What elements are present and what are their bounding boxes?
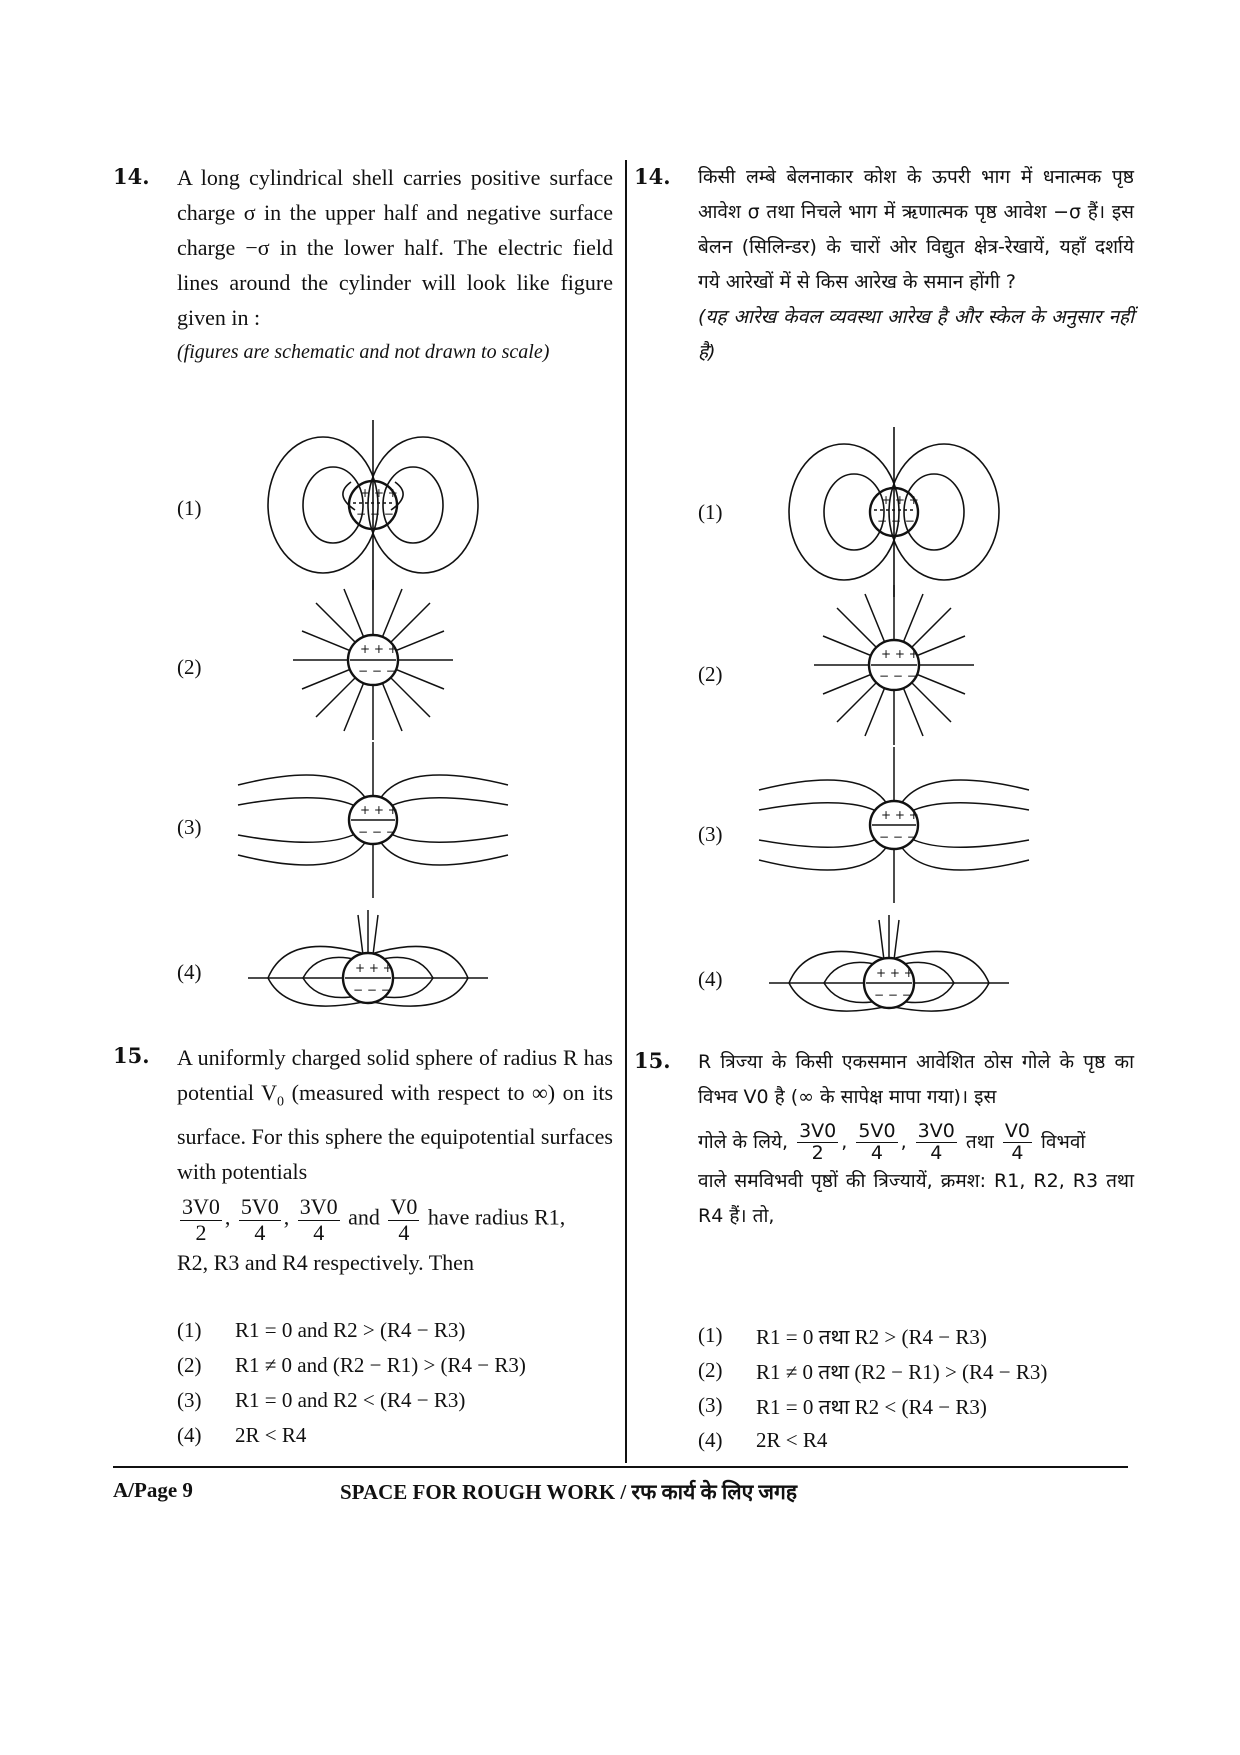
q14-hi-number: 14.: [634, 164, 671, 189]
q15-en-option-2: (2) R1 ≠ 0 and (R2 − R1) > (R4 − R3): [177, 1353, 526, 1377]
q14-hi-option-3-label: (3): [698, 822, 723, 846]
q15-hi-option-4: (4) 2R < R4: [698, 1428, 828, 1452]
fraction-1: $\frac{3V0}{2}$: [182, 1194, 220, 1245]
q15-en-line1-rest: (measured with respect to ∞) on its surface. For this sphere the equipotential surfaces with potentials: [177, 1080, 614, 1185]
svg-text:− − −: − − −: [877, 514, 915, 528]
column-divider: [625, 160, 627, 1463]
q15-en-option-3: (3) R1 = 0 and R2 < (R4 − R3): [177, 1388, 466, 1412]
q15-hi-vibhav: विभवों: [1040, 1130, 1086, 1153]
page-number: A/Page 9: [113, 1478, 193, 1502]
q14-en-note: (figures are schematic and not drawn to scale): [177, 341, 550, 363]
q15-hi-text: [698, 1045, 1134, 1234]
q14-hi-note: (यह आरेख केवल व्यवस्था आरेख है और स्केल के अनुसार नहीं है): [698, 306, 1134, 363]
q14-figure-3: [233, 740, 513, 900]
rough-work-label: SPACE FOR ROUGH WORK / रफ कार्य के लिए जगह: [340, 1480, 797, 1504]
q14-figure-4: [243, 900, 493, 1030]
footer-rule: [113, 1466, 1128, 1468]
q15-en-option-4: (4) 2R < R4: [177, 1423, 307, 1447]
svg-text:− − −: − − −: [874, 988, 912, 1002]
q15-hi-line1: R त्रिज्या के किसी एकसमान आवेशित ठोस गोले के पृष्ठ का विभव V0 है (∞ के सापेक्ष मापा गया)। इस: [698, 1051, 1134, 1108]
hi-fraction-1: $\frac{3V0}{2}$: [799, 1120, 837, 1164]
q15-hi-tatha: तथा: [965, 1130, 994, 1153]
fraction-3: $\frac{3V0}{4}$: [299, 1194, 338, 1245]
q14-option-2-label: (2): [177, 655, 202, 679]
q14-en-body: A long cylindrical shell carries positive surface charge σ in the upper half and negative surface charge −σ in the lower half. The electric field lines around the cylinder will look like figure given in :: [177, 165, 613, 330]
svg-text:− − −: − − −: [353, 983, 391, 997]
svg-text:− − −: − − −: [356, 507, 394, 521]
q15-hi-last: वाले समविभवी पृष्ठों की त्रिज्यायें, क्रमश: R1, R2, R3 तथा R4 हैं। तो,: [698, 1169, 1134, 1227]
hi-fraction-3: $\frac{3V0}{4}$: [917, 1120, 955, 1164]
q14-hi-option-1-label: (1): [698, 500, 723, 524]
q15-en-line1: A uniformly charged solid sphere of radius R has potential V: [177, 1045, 613, 1105]
q14-figure-2: [288, 575, 458, 745]
q15-en-options: [177, 1318, 613, 1458]
q14-hi-figure-4: [764, 905, 1014, 1035]
q14-figure-1: [263, 415, 483, 595]
svg-text:− − −: − − −: [879, 669, 917, 683]
q14-option-3-label: (3): [177, 815, 202, 839]
svg-text:+ + +: + + +: [881, 808, 919, 822]
fraction-2: $\frac{5V0}{4}$: [240, 1194, 279, 1245]
svg-text:+ + +: + + +: [881, 493, 919, 507]
q15-hi-option-3: (3) R1 = 0 तथा R2 < (R4 − R3): [698, 1393, 987, 1419]
q15-hi-fractions-row: गोले के लिये, $\frac{3V0}{2}$ , $\frac{5V0}{4}$ , $\frac{3V0}{4}$ तथा $\frac{V0}{4}$ विभवों: [698, 1120, 1086, 1164]
q14-hi-text: [698, 160, 1134, 370]
svg-text:− − −: − − −: [358, 664, 396, 678]
svg-text:+ + +: + + +: [876, 966, 914, 980]
q15-en-last: R2, R3 and R4 respectively. Then: [177, 1249, 474, 1275]
q15-number: 15.: [113, 1043, 150, 1068]
svg-text:+ + +: + + +: [360, 803, 398, 817]
q14-option-1-label: (1): [177, 496, 202, 520]
q14-number: 14.: [113, 164, 150, 189]
q15-en-sub: 0: [277, 1094, 285, 1110]
fraction-4: $\frac{V0}{4}$: [390, 1194, 418, 1245]
q14-hi-figure-2: [809, 580, 979, 750]
q14-hi-figure-3: [754, 745, 1034, 905]
q14-hi-option-4-label: (4): [698, 967, 723, 991]
q15-hi-option-2: (2) R1 ≠ 0 तथा (R2 − R1) > (R4 − R3): [698, 1358, 1048, 1384]
svg-text:+ + +: + + +: [360, 486, 398, 500]
q14-hi-figure-1: [784, 422, 1004, 602]
q15-hi-option-1: (1) R1 = 0 तथा R2 > (R4 − R3): [698, 1323, 987, 1349]
q15-have-radius: have radius R1,: [427, 1205, 566, 1231]
q15-hi-for: गोले के लिये,: [698, 1130, 789, 1153]
svg-text:− − −: − − −: [358, 825, 396, 839]
q14-hi-body: किसी लम्बे बेलनाकार कोश के ऊपरी भाग में धनात्मक पृष्ठ आवेश σ तथा निचले भाग में ऋणात्मक पृष्ठ आवेश −σ हैं। इस बेलन (सिलिन्डर) के चारों ओर विद्युत क्षेत्र-रेखायें, यहाँ दर्शाये गये आरेखों में से किस आरेख के समान होंगी ?: [698, 166, 1134, 293]
q14-hi-option-2-label: (2): [698, 662, 723, 686]
hi-fraction-4: $\frac{V0}{4}$: [1004, 1120, 1030, 1164]
svg-text:+ + +: + + +: [355, 961, 393, 975]
q15-text: [177, 1040, 613, 1280]
q15-and: and: [348, 1205, 380, 1231]
svg-text:+ + +: + + +: [881, 647, 919, 661]
q15-en-option-1: (1) R1 = 0 and R2 > (R4 − R3): [177, 1318, 466, 1342]
svg-text:+ + +: + + +: [360, 642, 398, 656]
q15-hi-options: [698, 1323, 1134, 1463]
q14-text: [177, 160, 613, 370]
svg-text:− − −: − − −: [879, 830, 917, 844]
q15-hi-number: 15.: [634, 1048, 671, 1073]
q14-option-4-label: (4): [177, 960, 202, 984]
q15-fractions-row: $\frac{3V0}{2}$ , $\frac{5V0}{4}$ , $\frac{3V0}{4}$ and $\frac{V0}{4}$ have radius R1,: [182, 1194, 566, 1245]
hi-fraction-2: $\frac{5V0}{4}$: [858, 1120, 896, 1164]
